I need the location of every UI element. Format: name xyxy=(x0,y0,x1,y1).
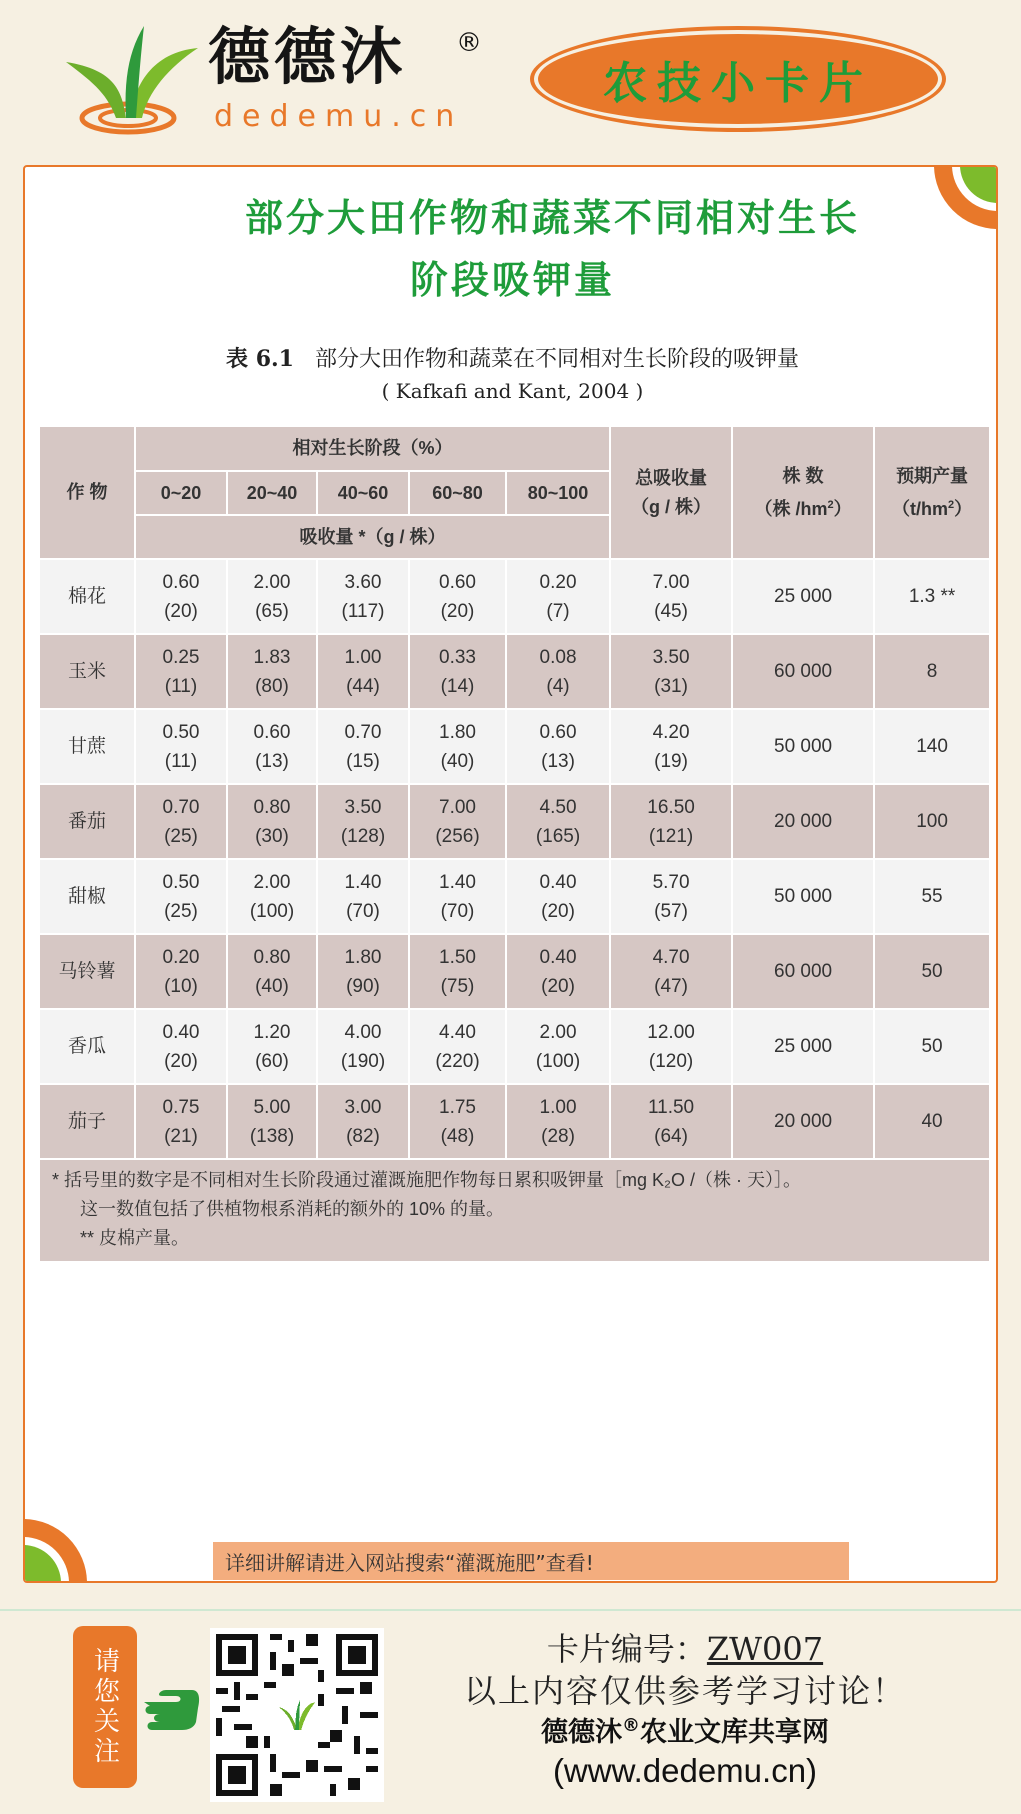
stage-value: 3.60 (117) xyxy=(317,559,409,634)
stage-value: 1.00 (44) xyxy=(317,634,409,709)
plants-value: 50 000 xyxy=(732,859,874,934)
crop-name: 茄子 xyxy=(39,1084,135,1159)
stage-value: 7.00 (256) xyxy=(409,784,506,859)
plants-value: 60 000 xyxy=(732,634,874,709)
header-crop: 作 物 xyxy=(39,426,135,559)
header-stage-col: 0~20 xyxy=(135,471,227,515)
stage-value: 4.00 (190) xyxy=(317,1009,409,1084)
stage-value: 0.20 (7) xyxy=(506,559,610,634)
header xyxy=(0,0,1021,160)
stage-value: 0.40 (20) xyxy=(135,1009,227,1084)
stage-value: 1.80 (90) xyxy=(317,934,409,1009)
stage-value: 0.70 (25) xyxy=(135,784,227,859)
stage-value: 3.00 (82) xyxy=(317,1084,409,1159)
total-value: 12.00 (120) xyxy=(610,1009,732,1084)
stage-value: 0.60 (13) xyxy=(227,709,317,784)
footer-divider xyxy=(0,1609,1021,1611)
stage-value: 3.50 (128) xyxy=(317,784,409,859)
stage-value: 0.33 (14) xyxy=(409,634,506,709)
plants-value: 50 000 xyxy=(732,709,874,784)
crop-name: 棉花 xyxy=(39,559,135,634)
plants-value: 25 000 xyxy=(732,559,874,634)
card-number-value: ZW007 xyxy=(706,1630,824,1668)
stage-value: 4.40 (220) xyxy=(409,1009,506,1084)
header-plants: 株 数 （株 $/hm^2$） xyxy=(732,426,874,559)
stage-value: 1.20 (60) xyxy=(227,1009,317,1084)
yield-value: 1.3 ** xyxy=(874,559,990,634)
stage-value: 0.80 (40) xyxy=(227,934,317,1009)
table-row xyxy=(39,634,990,709)
sprout-logo-icon xyxy=(56,22,206,140)
stage-value: 1.75 (48) xyxy=(409,1084,506,1159)
table-caption-text: 部分大田作物和蔬菜在不同相对生长阶段的吸钾量 xyxy=(314,347,799,372)
crop-name: 番茄 xyxy=(39,784,135,859)
website-link[interactable]: (www.dedemu.cn) xyxy=(552,1752,818,1789)
table-caption xyxy=(25,342,998,373)
stage-value: 2.00 (65) xyxy=(227,559,317,634)
stage-value: 0.60 (20) xyxy=(409,559,506,634)
stage-value: 0.40 (20) xyxy=(506,934,610,1009)
plants-value: 60 000 xyxy=(732,934,874,1009)
follow-us-label: 请您关注 xyxy=(73,1626,137,1788)
card-badge-label: 农技小卡片 xyxy=(603,58,873,109)
yield-value: 100 xyxy=(874,784,990,859)
stage-value: 0.25 (11) xyxy=(135,634,227,709)
table-row xyxy=(39,1009,990,1084)
page-title-line-2: 阶段吸钾量 xyxy=(409,258,615,302)
stage-value: 1.80 (40) xyxy=(409,709,506,784)
corner-ornament-icon xyxy=(23,1519,87,1583)
total-value: 3.50 (31) xyxy=(610,634,732,709)
stage-value: 1.40 (70) xyxy=(317,859,409,934)
stage-value: 0.20 (10) xyxy=(135,934,227,1009)
plants-value: 20 000 xyxy=(732,1084,874,1159)
note-line: ** 皮棉产量。 xyxy=(80,1228,190,1248)
crop-name: 玉米 xyxy=(39,634,135,709)
plants-value: 20 000 xyxy=(732,784,874,859)
stage-value: 1.50 (75) xyxy=(409,934,506,1009)
card-number-label: 卡片编号： xyxy=(546,1630,707,1668)
stage-value: 5.00 (138) xyxy=(227,1084,317,1159)
note-line: * 括号里的数字是不同相对生长阶段通过灌溉施肥作物每日累积吸钾量［mg K₂O /（株 · 天）］。 xyxy=(52,1170,801,1190)
yield-value: 50 xyxy=(874,1009,990,1084)
yield-value: 140 xyxy=(874,709,990,784)
table-notes-row xyxy=(39,1159,990,1262)
brand-url: dedemu.cn xyxy=(214,99,464,134)
header-total: 总吸收量 （g / 株） xyxy=(610,426,732,559)
table-row xyxy=(39,784,990,859)
stage-value: 0.60 (20) xyxy=(135,559,227,634)
plants-value: 25 000 xyxy=(732,1009,874,1084)
stage-value: 4.50 (165) xyxy=(506,784,610,859)
total-value: 5.70 (57) xyxy=(610,859,732,934)
table-row xyxy=(39,1084,990,1159)
stage-value: 0.75 (21) xyxy=(135,1084,227,1159)
header-stage: 相对生长阶段（%） xyxy=(135,426,610,471)
library-title: 德德沐®农业文库共享网 xyxy=(541,1715,829,1748)
header-yield: 预期产量 $(t/hm^2)$ xyxy=(874,426,990,559)
table-number: 表 6.1 xyxy=(226,346,294,372)
table-notes xyxy=(39,1159,990,1262)
yield-value: 55 xyxy=(874,859,990,934)
stage-value: 1.83 (80) xyxy=(227,634,317,709)
yield-value: 50 xyxy=(874,934,990,1009)
table-row xyxy=(39,559,990,634)
table-row xyxy=(39,934,990,1009)
page-title-line-1: 部分大田作物和蔬菜不同相对生长 xyxy=(244,196,860,240)
registered-mark: ® xyxy=(456,28,482,58)
card-badge xyxy=(534,30,942,128)
total-value: 11.50 (64) xyxy=(610,1084,732,1159)
card-number xyxy=(440,1624,930,1670)
content-card xyxy=(23,165,998,1583)
qr-code-icon[interactable] xyxy=(210,1628,384,1802)
table-row xyxy=(39,709,990,784)
disclaimer-text: 以上内容仅供参考学习讨论！ xyxy=(463,1672,906,1710)
yield-value: 8 xyxy=(874,634,990,709)
stage-value: 0.50 (11) xyxy=(135,709,227,784)
header-uptake-unit: 吸收量 *（g / 株） xyxy=(135,515,610,559)
crop-name: 甜椒 xyxy=(39,859,135,934)
stage-value: 0.70 (15) xyxy=(317,709,409,784)
crop-name: 甘蔗 xyxy=(39,709,135,784)
stage-value: 0.60 (13) xyxy=(506,709,610,784)
table-row xyxy=(39,859,990,934)
stage-value: 0.40 (20) xyxy=(506,859,610,934)
total-value: 16.50 (121) xyxy=(610,784,732,859)
stage-value: 0.50 (25) xyxy=(135,859,227,934)
total-value: 7.00 (45) xyxy=(610,559,732,634)
header-stage-col: 60~80 xyxy=(409,471,506,515)
stage-value: 0.80 (30) xyxy=(227,784,317,859)
header-stage-col: 40~60 xyxy=(317,471,409,515)
brand-name: 德德沐 xyxy=(208,20,407,93)
stage-value: 0.08 (4) xyxy=(506,634,610,709)
note-line: 这一数值包括了供植物根系消耗的额外的 10% 的量。 xyxy=(80,1199,505,1219)
uptake-table xyxy=(38,425,991,1263)
total-value: 4.20 (19) xyxy=(610,709,732,784)
header-stage-col: 20~40 xyxy=(227,471,317,515)
header-stage-col: 80~100 xyxy=(506,471,610,515)
crop-name: 香瓜 xyxy=(39,1009,135,1084)
crop-name: 马铃薯 xyxy=(39,934,135,1009)
search-hint-banner: 详细讲解请进入网站搜索“灌溉施肥”查看! xyxy=(213,1542,849,1580)
pointing-hand-icon xyxy=(142,1686,202,1732)
stage-value: 1.40 (70) xyxy=(409,859,506,934)
table-source: ( Kafkafi and Kant, 2004 ) xyxy=(381,379,644,403)
yield-value: 40 xyxy=(874,1084,990,1159)
stage-value: 2.00 (100) xyxy=(227,859,317,934)
stage-value: 1.00 (28) xyxy=(506,1084,610,1159)
total-value: 4.70 (47) xyxy=(610,934,732,1009)
stage-value: 2.00 (100) xyxy=(506,1009,610,1084)
